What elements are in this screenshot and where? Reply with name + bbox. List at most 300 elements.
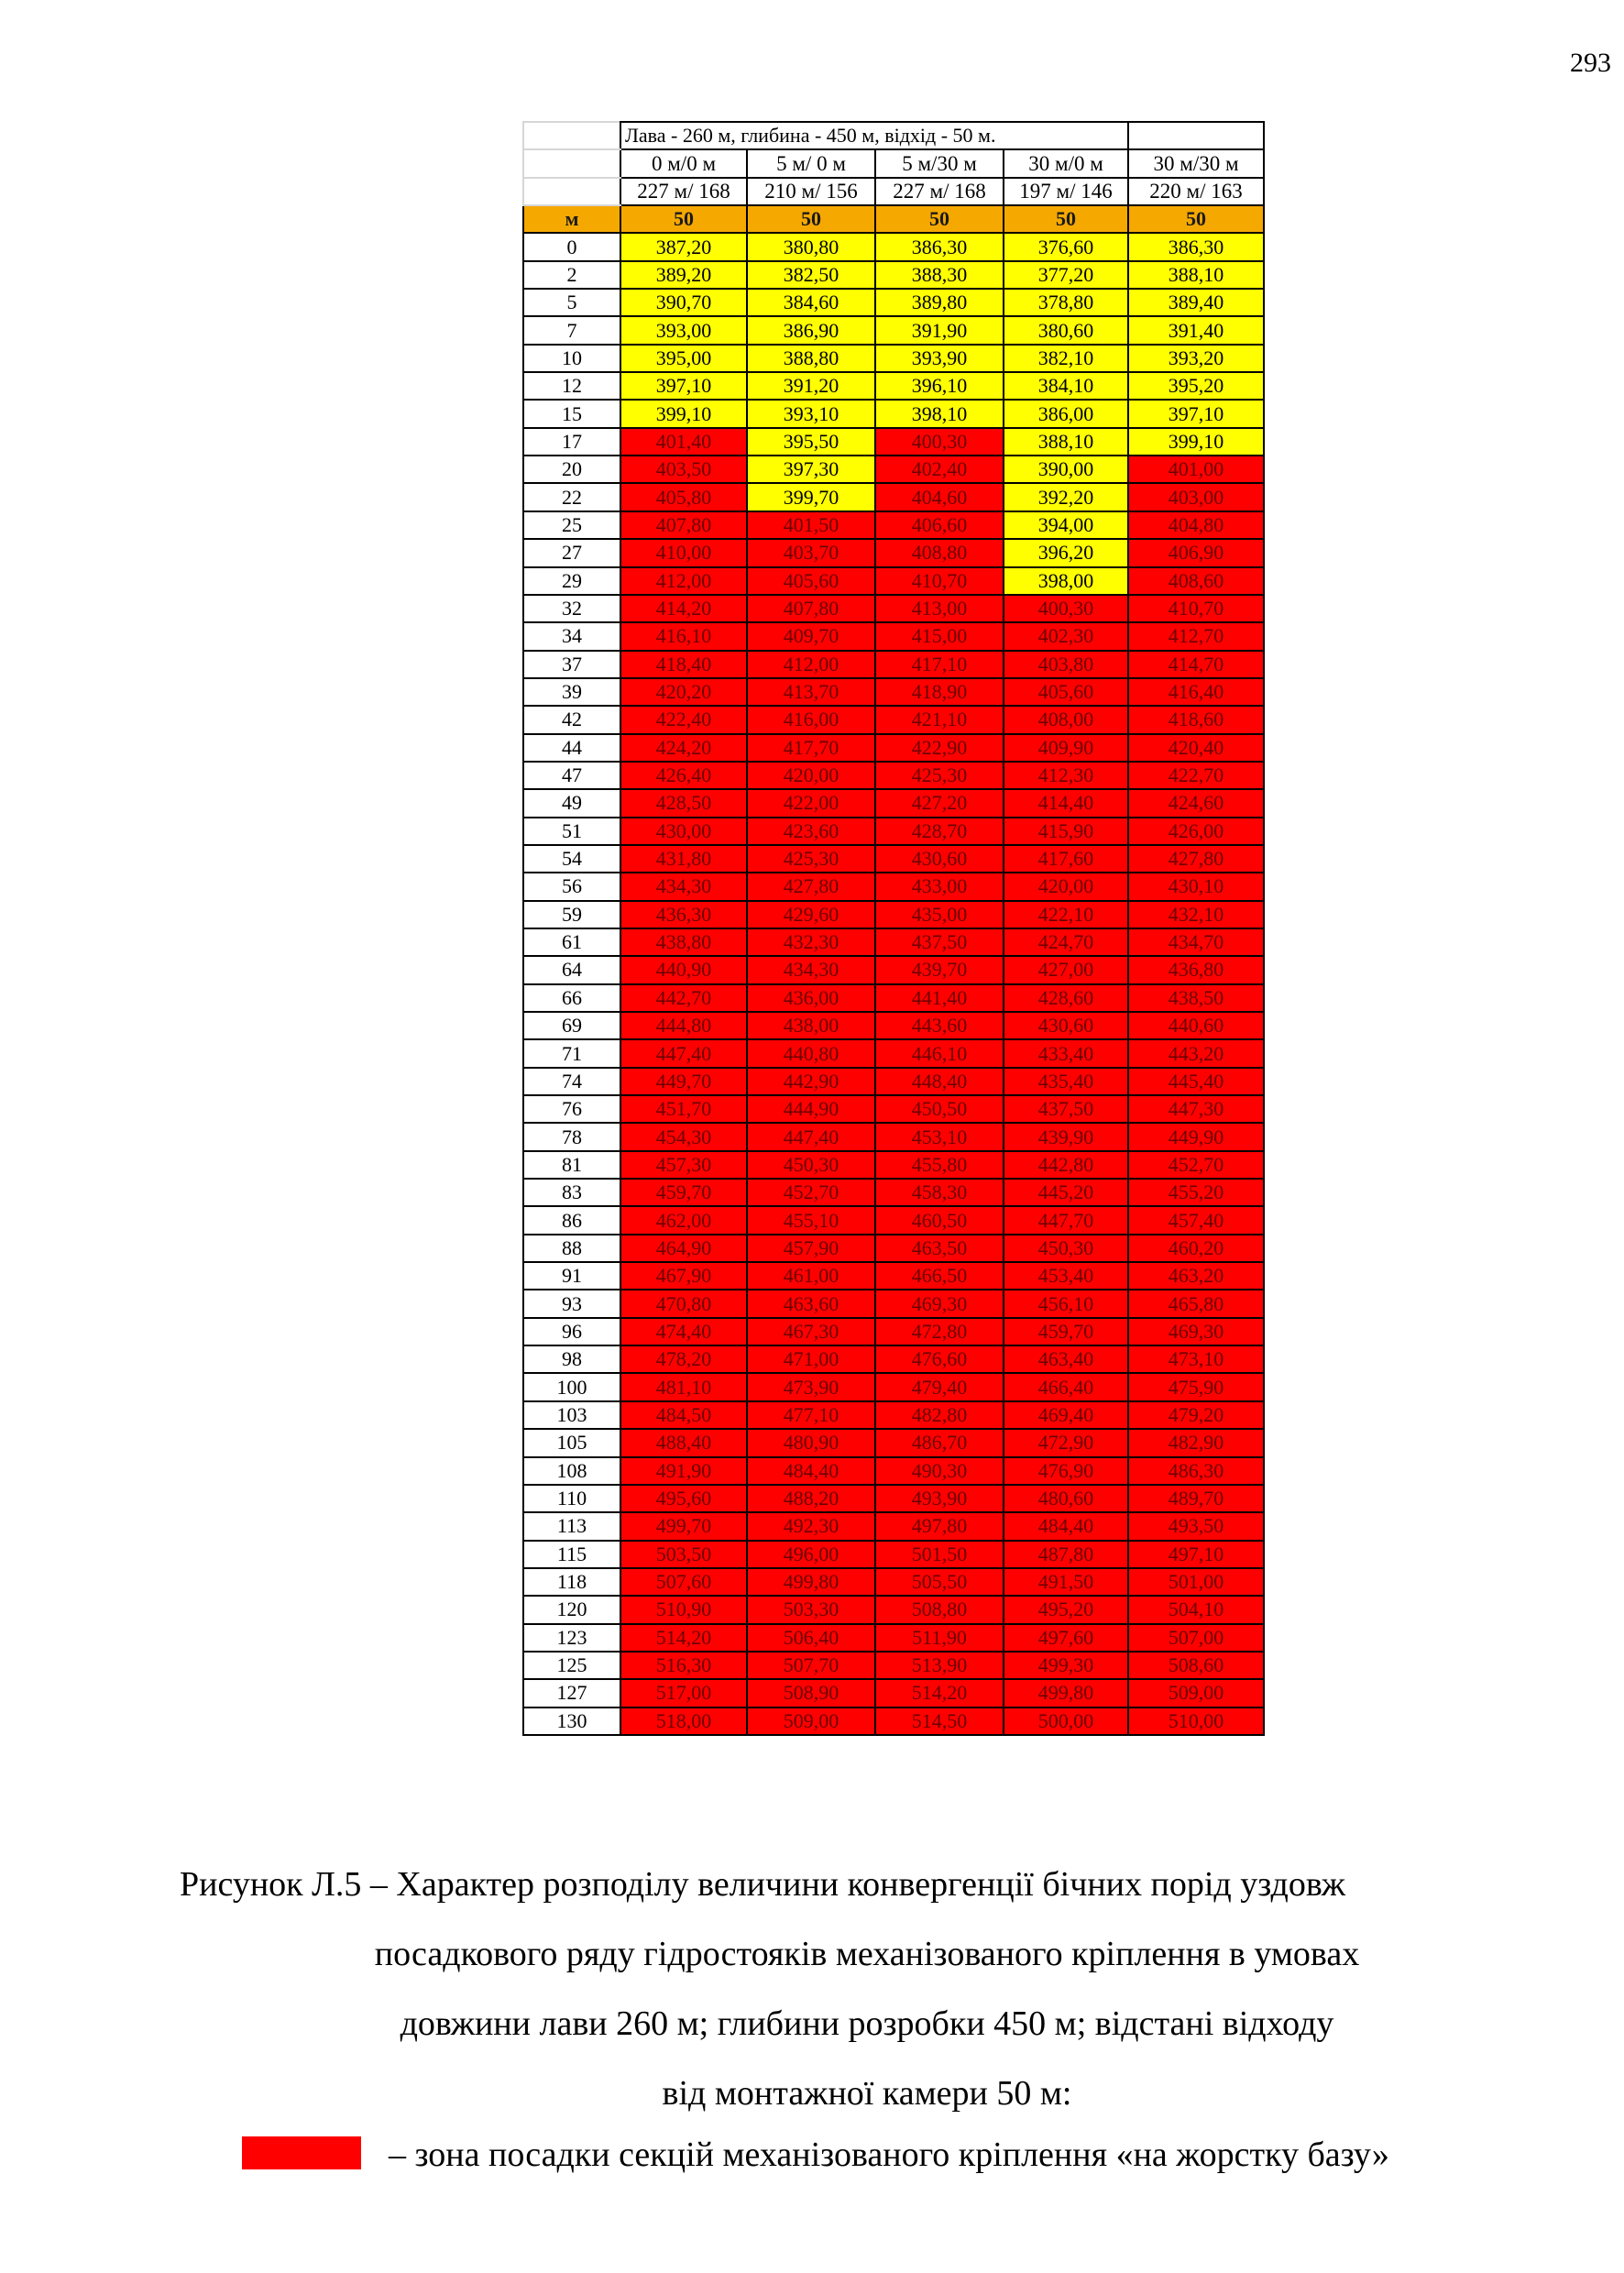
- value-cell: 376,60: [1004, 233, 1128, 260]
- value-cell: 391,90: [875, 316, 1004, 344]
- value-cell: 410,70: [1128, 595, 1264, 622]
- value-cell: 474,40: [620, 1318, 747, 1345]
- value-cell: 393,20: [1128, 345, 1264, 372]
- header-value: 50: [747, 205, 875, 233]
- value-cell: 444,80: [620, 1012, 747, 1039]
- table-row: [523, 316, 1264, 344]
- value-cell: 452,70: [747, 1179, 875, 1206]
- distance-cell: 110: [523, 1485, 620, 1512]
- value-cell: 467,90: [620, 1262, 747, 1290]
- value-cell: 482,80: [875, 1401, 1004, 1429]
- value-cell: 401,40: [620, 428, 747, 456]
- table-row: [523, 651, 1264, 678]
- table-caption: Лава - 260 м, глибина - 450 м, відхід - 50 м.: [620, 122, 1128, 149]
- table-row: [523, 622, 1264, 650]
- blank-cell: [1128, 122, 1264, 149]
- distance-cell: 17: [523, 428, 620, 456]
- value-cell: 473,90: [747, 1373, 875, 1400]
- value-cell: 447,70: [1004, 1206, 1128, 1234]
- param-row-2: [523, 178, 1264, 205]
- distance-cell: 59: [523, 901, 620, 928]
- table-row: [523, 428, 1264, 456]
- value-cell: 384,60: [747, 289, 875, 316]
- value-cell: 420,40: [1128, 734, 1264, 762]
- value-cell: 466,40: [1004, 1373, 1128, 1400]
- value-cell: 460,20: [1128, 1235, 1264, 1262]
- value-cell: 449,70: [620, 1068, 747, 1095]
- value-cell: 463,50: [875, 1235, 1004, 1262]
- value-cell: 496,00: [747, 1541, 875, 1568]
- value-cell: 401,00: [1128, 456, 1264, 483]
- blank-cell: [523, 178, 620, 205]
- value-cell: 461,00: [747, 1262, 875, 1290]
- value-cell: 412,70: [1128, 622, 1264, 650]
- value-cell: 434,70: [1128, 928, 1264, 956]
- value-cell: 463,40: [1004, 1345, 1128, 1373]
- value-cell: 442,80: [1004, 1151, 1128, 1179]
- distance-cell: 96: [523, 1318, 620, 1345]
- value-cell: 504,10: [1128, 1596, 1264, 1623]
- value-cell: 382,10: [1004, 345, 1128, 372]
- distance-cell: 115: [523, 1541, 620, 1568]
- value-cell: 508,60: [1128, 1652, 1264, 1679]
- value-cell: 407,80: [620, 511, 747, 539]
- value-cell: 424,20: [620, 734, 747, 762]
- value-cell: 476,90: [1004, 1457, 1128, 1485]
- value-cell: 380,60: [1004, 316, 1128, 344]
- value-cell: 395,20: [1128, 372, 1264, 400]
- distance-cell: 0: [523, 233, 620, 260]
- value-cell: 457,40: [1128, 1206, 1264, 1234]
- value-cell: 505,50: [875, 1568, 1004, 1596]
- value-cell: 427,80: [1128, 845, 1264, 873]
- table-row: [523, 1179, 1264, 1206]
- value-cell: 408,80: [875, 539, 1004, 566]
- value-cell: 443,20: [1128, 1039, 1264, 1067]
- value-cell: 437,50: [1004, 1095, 1128, 1123]
- distance-cell: 32: [523, 595, 620, 622]
- value-cell: 479,40: [875, 1373, 1004, 1400]
- value-cell: 387,20: [620, 233, 747, 260]
- value-cell: 481,10: [620, 1373, 747, 1400]
- value-cell: 388,30: [875, 261, 1004, 289]
- caption-line: від монтажної камери 50 м:: [662, 2074, 1072, 2113]
- value-cell: 439,70: [875, 956, 1004, 983]
- value-cell: 465,80: [1128, 1290, 1264, 1317]
- blank-cell: [523, 122, 620, 149]
- table-row: [523, 845, 1264, 873]
- value-cell: 404,60: [875, 483, 1004, 511]
- value-cell: 510,00: [1128, 1707, 1264, 1735]
- value-cell: 488,40: [620, 1429, 747, 1456]
- value-cell: 431,80: [620, 845, 747, 873]
- value-cell: 511,90: [875, 1624, 1004, 1652]
- table-row: [523, 1123, 1264, 1150]
- distance-cell: 54: [523, 845, 620, 873]
- figure-caption: [110, 1850, 1624, 2128]
- value-cell: 399,70: [747, 483, 875, 511]
- header-row: [523, 205, 1264, 233]
- caption-line: Рисунок Л.5 – Характер розподілу величини конвергенції бічних порід уздовж: [180, 1865, 1345, 1904]
- value-cell: 455,80: [875, 1151, 1004, 1179]
- value-cell: 490,30: [875, 1457, 1004, 1485]
- value-cell: 517,00: [620, 1679, 747, 1707]
- table-row: [523, 1596, 1264, 1623]
- table-row: [523, 1457, 1264, 1485]
- value-cell: 412,00: [620, 567, 747, 595]
- value-cell: 493,50: [1128, 1512, 1264, 1540]
- value-cell: 410,70: [875, 567, 1004, 595]
- value-cell: 424,70: [1004, 928, 1128, 956]
- table-row: [523, 1624, 1264, 1652]
- value-cell: 507,70: [747, 1652, 875, 1679]
- distance-cell: 127: [523, 1679, 620, 1707]
- value-cell: 398,00: [1004, 567, 1128, 595]
- value-cell: 460,50: [875, 1206, 1004, 1234]
- value-cell: 384,10: [1004, 372, 1128, 400]
- value-cell: 413,70: [747, 678, 875, 706]
- value-cell: 414,40: [1004, 789, 1128, 817]
- table-row: [523, 1707, 1264, 1735]
- value-cell: 439,90: [1004, 1123, 1128, 1150]
- value-cell: 404,80: [1128, 511, 1264, 539]
- value-cell: 405,60: [1004, 678, 1128, 706]
- table-row: [523, 956, 1264, 983]
- table-row: [523, 456, 1264, 483]
- value-cell: 403,80: [1004, 651, 1128, 678]
- table-row: [523, 678, 1264, 706]
- value-cell: 442,70: [620, 984, 747, 1012]
- distance-cell: 74: [523, 1068, 620, 1095]
- value-cell: 395,50: [747, 428, 875, 456]
- distance-cell: 98: [523, 1345, 620, 1373]
- value-cell: 436,30: [620, 901, 747, 928]
- distance-cell: 91: [523, 1262, 620, 1290]
- table-row: [523, 1679, 1264, 1707]
- value-cell: 427,00: [1004, 956, 1128, 983]
- value-cell: 473,10: [1128, 1345, 1264, 1373]
- distance-cell: 83: [523, 1179, 620, 1206]
- value-cell: 508,80: [875, 1596, 1004, 1623]
- distance-cell: 130: [523, 1707, 620, 1735]
- value-cell: 438,50: [1128, 984, 1264, 1012]
- value-cell: 470,80: [620, 1290, 747, 1317]
- caption-line: посадкового ряду гідростояків механізованого кріплення в умовах: [374, 1935, 1360, 1973]
- value-cell: 424,60: [1128, 789, 1264, 817]
- table-row: [523, 345, 1264, 372]
- value-cell: 382,50: [747, 261, 875, 289]
- table-row: [523, 1290, 1264, 1317]
- value-cell: 395,00: [620, 345, 747, 372]
- value-cell: 403,50: [620, 456, 747, 483]
- value-cell: 389,80: [875, 289, 1004, 316]
- header-value: 50: [1128, 205, 1264, 233]
- value-cell: 397,30: [747, 456, 875, 483]
- value-cell: 427,20: [875, 789, 1004, 817]
- distance-cell: 7: [523, 316, 620, 344]
- value-cell: 432,30: [747, 928, 875, 956]
- param-cell: 227 м/ 168: [620, 178, 747, 205]
- value-cell: 453,10: [875, 1123, 1004, 1150]
- distance-cell: 2: [523, 261, 620, 289]
- value-cell: 386,30: [875, 233, 1004, 260]
- value-cell: 503,50: [620, 1541, 747, 1568]
- value-cell: 434,30: [620, 873, 747, 900]
- value-cell: 425,30: [747, 845, 875, 873]
- value-cell: 472,80: [875, 1318, 1004, 1345]
- table-row: [523, 1318, 1264, 1345]
- value-cell: 412,00: [747, 651, 875, 678]
- value-cell: 416,40: [1128, 678, 1264, 706]
- value-cell: 417,10: [875, 651, 1004, 678]
- value-cell: 447,40: [620, 1039, 747, 1067]
- value-cell: 480,90: [747, 1429, 875, 1456]
- distance-cell: 93: [523, 1290, 620, 1317]
- value-cell: 422,70: [1128, 762, 1264, 789]
- table-caption-row: [523, 122, 1264, 149]
- value-cell: 396,20: [1004, 539, 1128, 566]
- value-cell: 514,50: [875, 1707, 1004, 1735]
- value-cell: 513,90: [875, 1652, 1004, 1679]
- distance-cell: 34: [523, 622, 620, 650]
- value-cell: 393,90: [875, 345, 1004, 372]
- distance-cell: 100: [523, 1373, 620, 1400]
- value-cell: 428,70: [875, 818, 1004, 845]
- distance-cell: 56: [523, 873, 620, 900]
- distance-cell: 86: [523, 1206, 620, 1234]
- unit-label: м: [523, 205, 620, 233]
- value-cell: 398,10: [875, 400, 1004, 427]
- value-cell: 448,40: [875, 1068, 1004, 1095]
- distance-cell: 120: [523, 1596, 620, 1623]
- param-cell: 197 м/ 146: [1004, 178, 1128, 205]
- value-cell: 435,40: [1004, 1068, 1128, 1095]
- value-cell: 507,60: [620, 1568, 747, 1596]
- distance-cell: 44: [523, 734, 620, 762]
- header-value: 50: [875, 205, 1004, 233]
- value-cell: 405,80: [620, 483, 747, 511]
- value-cell: 475,90: [1128, 1373, 1264, 1400]
- value-cell: 391,20: [747, 372, 875, 400]
- value-cell: 510,90: [620, 1596, 747, 1623]
- value-cell: 422,00: [747, 789, 875, 817]
- value-cell: 388,80: [747, 345, 875, 372]
- value-cell: 412,30: [1004, 762, 1128, 789]
- value-cell: 438,00: [747, 1012, 875, 1039]
- value-cell: 430,10: [1128, 873, 1264, 900]
- value-cell: 506,40: [747, 1624, 875, 1652]
- value-cell: 450,50: [875, 1095, 1004, 1123]
- value-cell: 425,30: [875, 762, 1004, 789]
- table-row: [523, 1401, 1264, 1429]
- distance-cell: 29: [523, 567, 620, 595]
- value-cell: 388,10: [1128, 261, 1264, 289]
- value-cell: 480,60: [1004, 1485, 1128, 1512]
- value-cell: 471,00: [747, 1345, 875, 1373]
- distance-cell: 15: [523, 400, 620, 427]
- legend: [242, 2127, 1617, 2182]
- value-cell: 377,20: [1004, 261, 1128, 289]
- distance-cell: 10: [523, 345, 620, 372]
- distance-cell: 76: [523, 1095, 620, 1123]
- table-row: [523, 1206, 1264, 1234]
- value-cell: 447,40: [747, 1123, 875, 1150]
- table-row: [523, 595, 1264, 622]
- param-cell: 30 м/30 м: [1128, 149, 1264, 177]
- value-cell: 420,20: [620, 678, 747, 706]
- value-cell: 396,10: [875, 372, 1004, 400]
- value-cell: 386,00: [1004, 400, 1128, 427]
- value-cell: 380,80: [747, 233, 875, 260]
- value-cell: 514,20: [620, 1624, 747, 1652]
- table-row: [523, 1068, 1264, 1095]
- distance-cell: 81: [523, 1151, 620, 1179]
- value-cell: 497,80: [875, 1512, 1004, 1540]
- distance-cell: 88: [523, 1235, 620, 1262]
- value-cell: 414,20: [620, 595, 747, 622]
- value-cell: 499,70: [620, 1512, 747, 1540]
- value-cell: 453,40: [1004, 1262, 1128, 1290]
- table-row: [523, 1512, 1264, 1540]
- header-value: 50: [620, 205, 747, 233]
- value-cell: 430,60: [1004, 1012, 1128, 1039]
- value-cell: 464,90: [620, 1235, 747, 1262]
- value-cell: 420,00: [1004, 873, 1128, 900]
- value-cell: 438,80: [620, 928, 747, 956]
- value-cell: 484,40: [1004, 1512, 1128, 1540]
- table-row: [523, 984, 1264, 1012]
- value-cell: 386,90: [747, 316, 875, 344]
- table-row: [523, 539, 1264, 566]
- value-cell: 393,10: [747, 400, 875, 427]
- value-cell: 446,10: [875, 1039, 1004, 1067]
- value-cell: 436,00: [747, 984, 875, 1012]
- table-row: [523, 1568, 1264, 1596]
- value-cell: 414,70: [1128, 651, 1264, 678]
- table-row: [523, 1039, 1264, 1067]
- table-row: [523, 762, 1264, 789]
- value-cell: 440,80: [747, 1039, 875, 1067]
- distance-cell: 125: [523, 1652, 620, 1679]
- value-cell: 378,80: [1004, 289, 1128, 316]
- value-cell: 390,00: [1004, 456, 1128, 483]
- value-cell: 433,40: [1004, 1039, 1128, 1067]
- value-cell: 389,20: [620, 261, 747, 289]
- value-cell: 514,20: [875, 1679, 1004, 1707]
- value-cell: 432,10: [1128, 901, 1264, 928]
- value-cell: 507,00: [1128, 1624, 1264, 1652]
- value-cell: 402,40: [875, 456, 1004, 483]
- distance-cell: 37: [523, 651, 620, 678]
- table-row: [523, 1012, 1264, 1039]
- value-cell: 391,40: [1128, 316, 1264, 344]
- value-cell: 418,40: [620, 651, 747, 678]
- value-cell: 443,60: [875, 1012, 1004, 1039]
- distance-cell: 51: [523, 818, 620, 845]
- value-cell: 469,30: [875, 1290, 1004, 1317]
- param-cell: 210 м/ 156: [747, 178, 875, 205]
- value-cell: 436,80: [1128, 956, 1264, 983]
- table-row: [523, 901, 1264, 928]
- table-row: [523, 1652, 1264, 1679]
- value-cell: 408,00: [1004, 706, 1128, 733]
- distance-cell: 49: [523, 789, 620, 817]
- value-cell: 497,10: [1128, 1541, 1264, 1568]
- value-cell: 458,30: [875, 1179, 1004, 1206]
- distance-cell: 5: [523, 289, 620, 316]
- value-cell: 469,40: [1004, 1401, 1128, 1429]
- distance-cell: 113: [523, 1512, 620, 1540]
- value-cell: 400,30: [875, 428, 1004, 456]
- value-cell: 437,50: [875, 928, 1004, 956]
- distance-cell: 25: [523, 511, 620, 539]
- distance-cell: 39: [523, 678, 620, 706]
- value-cell: 403,70: [747, 539, 875, 566]
- value-cell: 407,80: [747, 595, 875, 622]
- value-cell: 433,00: [875, 873, 1004, 900]
- value-cell: 492,30: [747, 1512, 875, 1540]
- value-cell: 479,20: [1128, 1401, 1264, 1429]
- value-cell: 393,00: [620, 316, 747, 344]
- table-row: [523, 789, 1264, 817]
- distance-cell: 22: [523, 483, 620, 511]
- value-cell: 450,30: [1004, 1235, 1128, 1262]
- value-cell: 509,00: [747, 1707, 875, 1735]
- value-cell: 476,60: [875, 1345, 1004, 1373]
- value-cell: 415,00: [875, 622, 1004, 650]
- value-cell: 397,10: [1128, 400, 1264, 427]
- param-cell: 220 м/ 163: [1128, 178, 1264, 205]
- table-row: [523, 734, 1264, 762]
- table-row: [523, 400, 1264, 427]
- value-cell: 449,90: [1128, 1123, 1264, 1150]
- value-cell: 472,90: [1004, 1429, 1128, 1456]
- value-cell: 459,70: [620, 1179, 747, 1206]
- table-row: [523, 1095, 1264, 1123]
- table-row: [523, 873, 1264, 900]
- value-cell: 401,50: [747, 511, 875, 539]
- distance-cell: 71: [523, 1039, 620, 1067]
- value-cell: 503,30: [747, 1596, 875, 1623]
- distance-cell: 61: [523, 928, 620, 956]
- value-cell: 423,60: [747, 818, 875, 845]
- value-cell: 509,00: [1128, 1679, 1264, 1707]
- value-cell: 467,30: [747, 1318, 875, 1345]
- value-cell: 417,60: [1004, 845, 1128, 873]
- value-cell: 456,10: [1004, 1290, 1128, 1317]
- value-cell: 455,10: [747, 1206, 875, 1234]
- value-cell: 422,90: [875, 734, 1004, 762]
- table-row: [523, 1235, 1264, 1262]
- value-cell: 390,70: [620, 289, 747, 316]
- table-row: [523, 483, 1264, 511]
- distance-cell: 69: [523, 1012, 620, 1039]
- value-cell: 434,30: [747, 956, 875, 983]
- value-cell: 422,40: [620, 706, 747, 733]
- value-cell: 428,50: [620, 789, 747, 817]
- distance-cell: 64: [523, 956, 620, 983]
- value-cell: 491,50: [1004, 1568, 1128, 1596]
- value-cell: 441,40: [875, 984, 1004, 1012]
- table-row: [523, 1429, 1264, 1456]
- value-cell: 392,20: [1004, 483, 1128, 511]
- value-cell: 416,10: [620, 622, 747, 650]
- value-cell: 508,90: [747, 1679, 875, 1707]
- value-cell: 430,00: [620, 818, 747, 845]
- table-row: [523, 289, 1264, 316]
- table-row: [523, 1485, 1264, 1512]
- value-cell: 394,00: [1004, 511, 1128, 539]
